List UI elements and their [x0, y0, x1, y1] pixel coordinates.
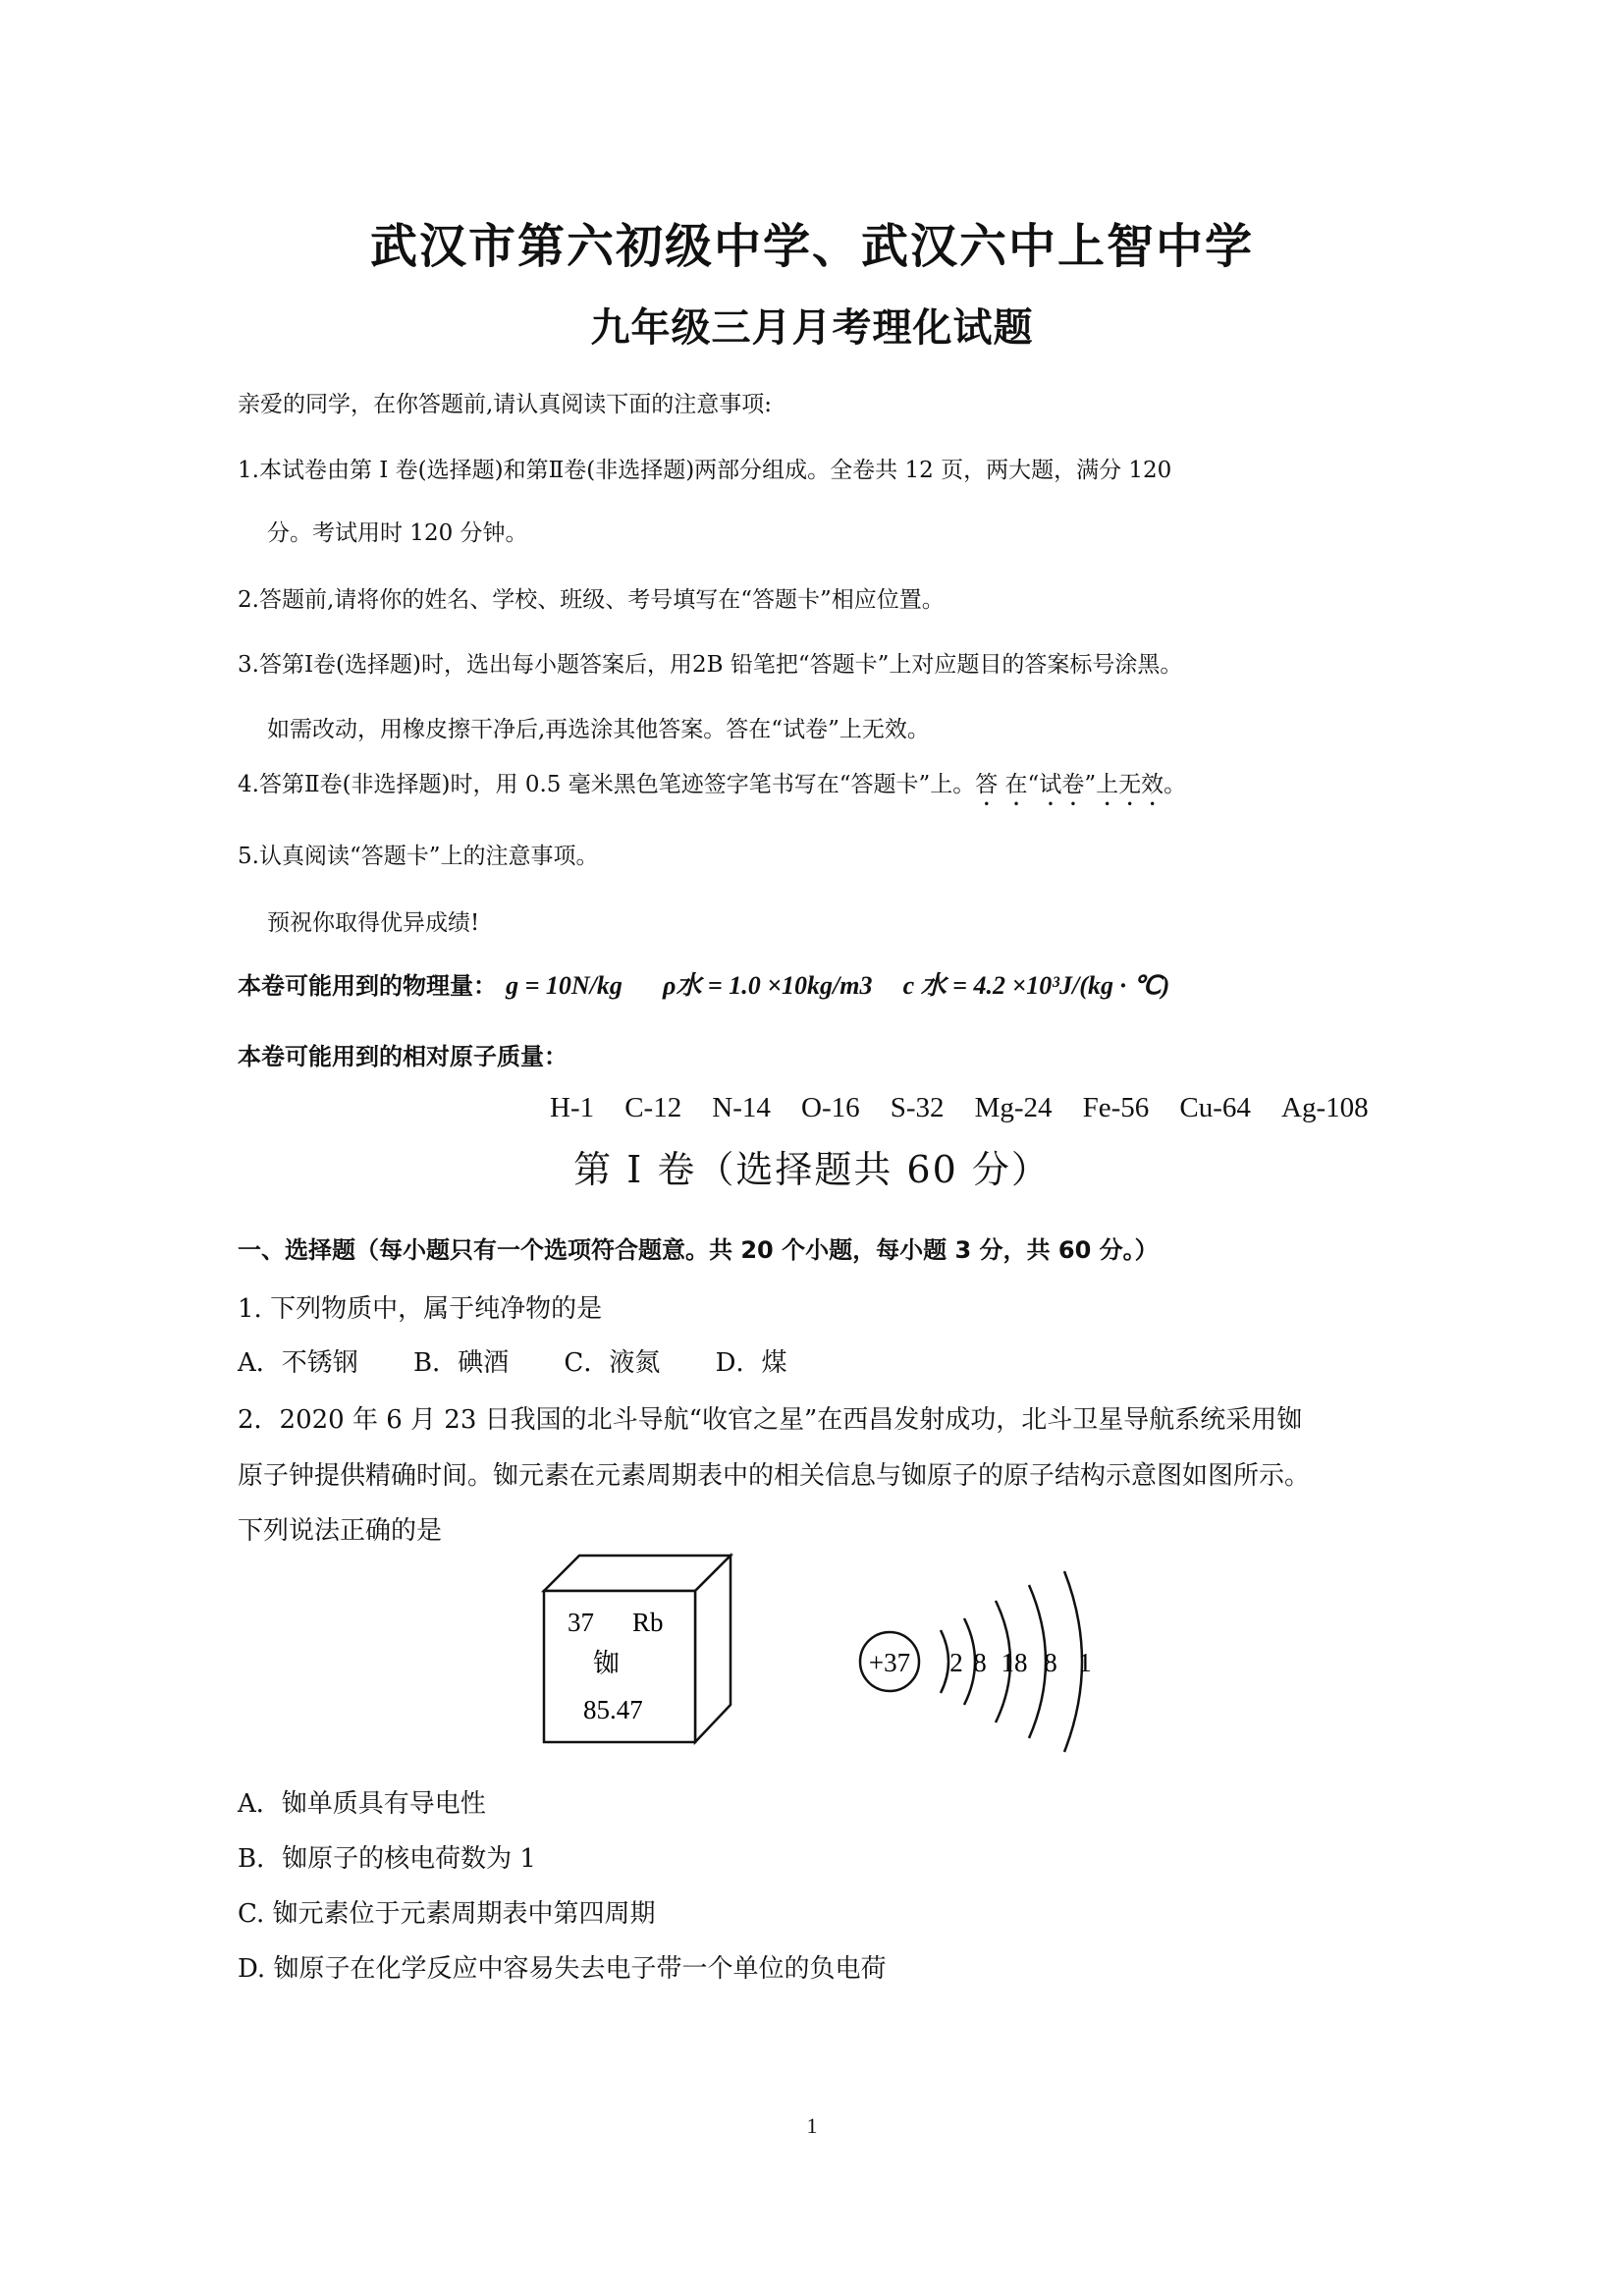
notice-wish: 预祝你取得优异成绩! — [267, 910, 480, 936]
atomic-mass-item: S-32 — [890, 1092, 945, 1123]
notice-item-1-cont: 分。考试用时 120 分钟。 — [267, 520, 528, 546]
element-symbol: Rb — [632, 1608, 664, 1637]
q2-option-d: D. 铷原子在化学反应中容易失去电子带一个单位的负电荷 — [238, 1954, 887, 1984]
q2-option-c: C. 铷元素位于元素周期表中第四周期 — [238, 1899, 656, 1929]
shell-electrons: 1 — [1078, 1648, 1092, 1677]
q1-option: B．碘酒 — [413, 1348, 510, 1378]
atomic-mass-list — [550, 1092, 1394, 1124]
notice-item-5: 5.认真阅读“答题卡”上的注意事项。 — [238, 844, 599, 869]
notice-item-3: 3.答第Ⅰ卷(选择题)时，选出每小题答案后，用2B 铅笔把“答题卡”上对应题目的答案标号涂黑。 — [238, 652, 1183, 678]
q2-stem-2: 原子钟提供精确时间。铷元素在元素周期表中的相关信息与铷原子的原子结构示意图如图所示。 — [238, 1461, 1311, 1491]
q2-stem-1: 2．2020 年 6 月 23 日我国的北斗导航“收官之星”在西昌发射成功，北斗卫星导航系统采用铷 — [238, 1405, 1303, 1435]
atomic-mass-item: Mg-24 — [974, 1092, 1053, 1123]
q2-option-b: B．铷原子的核电荷数为 1 — [238, 1844, 536, 1874]
section-title: 第 I 卷（选择题共 60 分） — [573, 1148, 1051, 1191]
element-mass: 85.47 — [583, 1695, 643, 1724]
atomic-mass-item: H-1 — [550, 1092, 595, 1123]
atomic-mass-label: 本卷可能用到的相对原子质量： — [238, 1043, 568, 1070]
q2-option-a: A．铷单质具有导电性 — [238, 1789, 486, 1819]
atomic-mass-item: Ag-108 — [1281, 1092, 1369, 1123]
shell-electrons: 8 — [973, 1648, 987, 1677]
element-card-rb — [538, 1550, 740, 1752]
atomic-mass-item: Cu-64 — [1179, 1092, 1251, 1123]
atomic-mass-item: O-16 — [801, 1092, 860, 1123]
section-instruction: 一、选择题（每小题只有一个选项符合题意。共 20 个小题，每小题 3 分，共 60 分。） — [238, 1236, 1159, 1264]
constant-g: g = 10N/kg — [506, 971, 623, 1000]
shell-electrons: 2 — [949, 1648, 963, 1677]
exam-subtitle: 九年级三月月考理化试题 — [590, 305, 1034, 351]
q1-option: A．不锈钢 — [238, 1348, 358, 1378]
q2-stem-3: 下列说法正确的是 — [238, 1516, 443, 1546]
exam-school-title: 武汉市第六初级中学、武汉六中上智中学 — [369, 219, 1254, 274]
notice-item-1: 1.本试卷由第 I 卷(选择题)和第Ⅱ卷(非选择题)两部分组成。全卷共 12 页，两大题，满分 120 — [238, 458, 1172, 483]
atomic-mass-item: N-14 — [712, 1092, 771, 1123]
q1-options — [238, 1342, 786, 1379]
shell-electrons: 8 — [1044, 1648, 1057, 1677]
rb-atom-structure-diagram — [854, 1550, 1110, 1756]
constant-c: c 水 = 4.2 ×10³J/(kg · ℃) — [902, 971, 1170, 1000]
element-name: 铷 — [593, 1649, 620, 1678]
physics-constants — [238, 965, 1169, 1002]
electron-shell-arc — [941, 1630, 948, 1693]
notice-item-4-emphasis: 答 在“试卷”上无效。 — [975, 772, 1187, 797]
notice-item-4 — [238, 766, 1186, 811]
element-atomic-number: 37 — [568, 1608, 594, 1637]
notice-item-2: 2.答题前,请将你的姓名、学校、班级、考号填写在“答题卡”相应位置。 — [238, 587, 945, 613]
notice-intro: 亲爱的同学，在你答题前,请认真阅读下面的注意事项: — [238, 392, 773, 417]
q1-option: C．液氮 — [564, 1348, 661, 1378]
atomic-mass-item: Fe-56 — [1082, 1092, 1150, 1123]
constants-label: 本卷可能用到的物理量： — [238, 972, 497, 1000]
atomic-mass-item: C-12 — [624, 1092, 682, 1123]
q1-option: D．煤 — [715, 1348, 787, 1378]
notice-item-3-cont: 如需改动，用橡皮擦干净后,再选涂其他答案。答在“试卷”上无效。 — [267, 717, 930, 742]
constant-rho: ρ水 = 1.0 ×10kg/m3 — [663, 971, 873, 1000]
nucleus-charge: +37 — [868, 1648, 911, 1677]
page-number: 1 — [806, 2113, 818, 2138]
q1-stem: 1. 下列物质中，属于纯净物的是 — [238, 1294, 603, 1324]
shell-electrons: 18 — [1001, 1648, 1028, 1677]
notice-item-4-main: 4.答第Ⅱ卷(非选择题)时，用 0.5 毫米黑色笔迹签字笔书写在“答题卡”上。 — [238, 772, 976, 797]
